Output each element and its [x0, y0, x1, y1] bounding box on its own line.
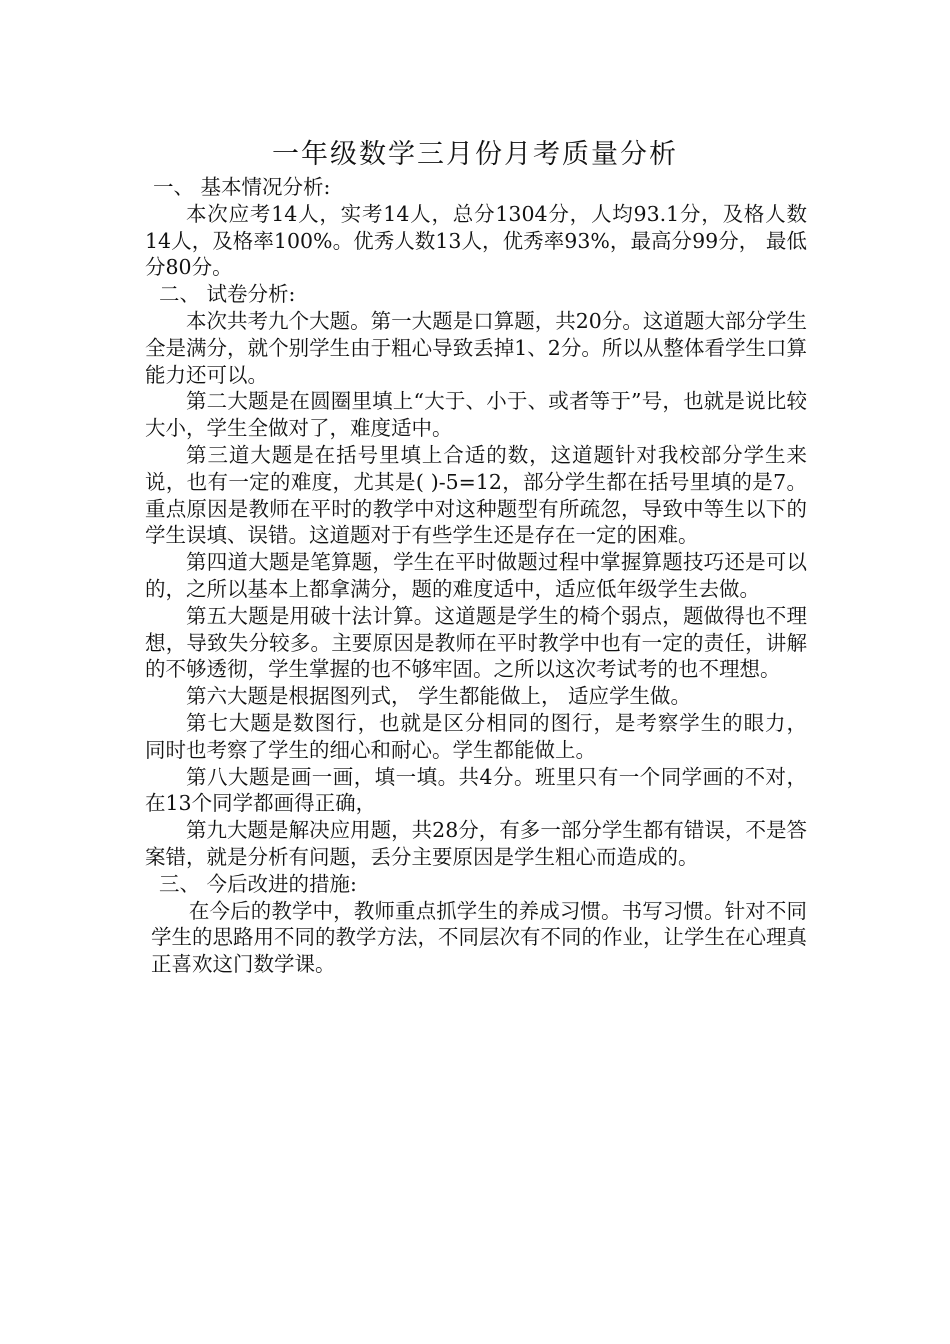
paragraph: 第七大题是数图行，也就是区分相同的图行，是考察学生的眼力， 同时也考察了学生的细心和耐心。学生都能做上。 — [145, 710, 807, 762]
section-heading: 一、 基本情况分析: — [153, 175, 331, 199]
section-heading: 二、 试卷分析: — [159, 282, 296, 307]
paragraph: 本次应考14人，实考14人，总分1304分，人均93.1分，及格人数14人，及格率100%。优秀人数13人，优秀率93%，最高分99分， 最低分80分。 — [145, 201, 807, 280]
paragraph: 第八大题是画一画，填一填。共4分。班里只有一个同学画的不对， 在13个同学都画得正确， — [145, 764, 807, 816]
paragraph: 第四道大题是笔算题，学生在平时做题过程中掌握算题技巧还是可以的，之所以基本上都拿满分，题的难度适中，适应低年级学生去做。 — [145, 550, 807, 601]
section-heading: 三、 今后改进的措施: — [159, 871, 357, 896]
section-basic-info — [145, 174, 807, 281]
paragraph: 第五大题是用破十法计算。这道题是学生的椅个弱点，题做得也不理想，导致失分较多。主要原因是教师在平时教学中也有一定的责任，讲解的不够透彻，学生掌握的也不够牢固。之所以这次考试考的也不理想。 — [145, 603, 807, 682]
paragraph: 本次共考九个大题。第一大题是口算题，共20分。这道题大部分学生全是满分，就个别学生由于粗心导致丢掉1、2分。所以从整体看学生口算能力还可以。 — [145, 308, 807, 387]
section-paper-analysis — [145, 281, 807, 871]
paragraph: 第三道大题是在括号里填上合适的数，这道题针对我校部分学生来说，也有一定的难度，尤其是( )-5=12，部分学生都在括号里填的是7。重点原因是教师在平时的教学中对这种题型有所疏忽，导致中等生以下的学生误填、误错。这道题对于有些学生还是存在一定的困难。 — [145, 442, 807, 548]
paragraph: 在今后的教学中，教师重点抓学生的养成习惯。书写习惯。针对不同学生的思路用不同的教学方法，不同层次有不同的作业，让学生在心理真正喜欢这门数学课。 — [151, 898, 807, 977]
document-title: 一年级数学三月份月考质量分析 — [272, 139, 678, 170]
paragraph: 第二大题是在圆圈里填上“大于、小于、或者等于”号，也就是说比较大小，学生全做对了，难度适中。 — [145, 389, 807, 441]
paragraph: 第六大题是根据图列式， 学生都能做上， 适应学生做。 — [186, 684, 692, 709]
document-body — [145, 174, 807, 978]
section-improvement — [145, 871, 807, 978]
paragraph: 第九大题是解决应用题，共28分，有多一部分学生都有错误，不是答案错，就是分析有问题，丢分主要原因是学生粗心而造成的。 — [145, 818, 807, 869]
